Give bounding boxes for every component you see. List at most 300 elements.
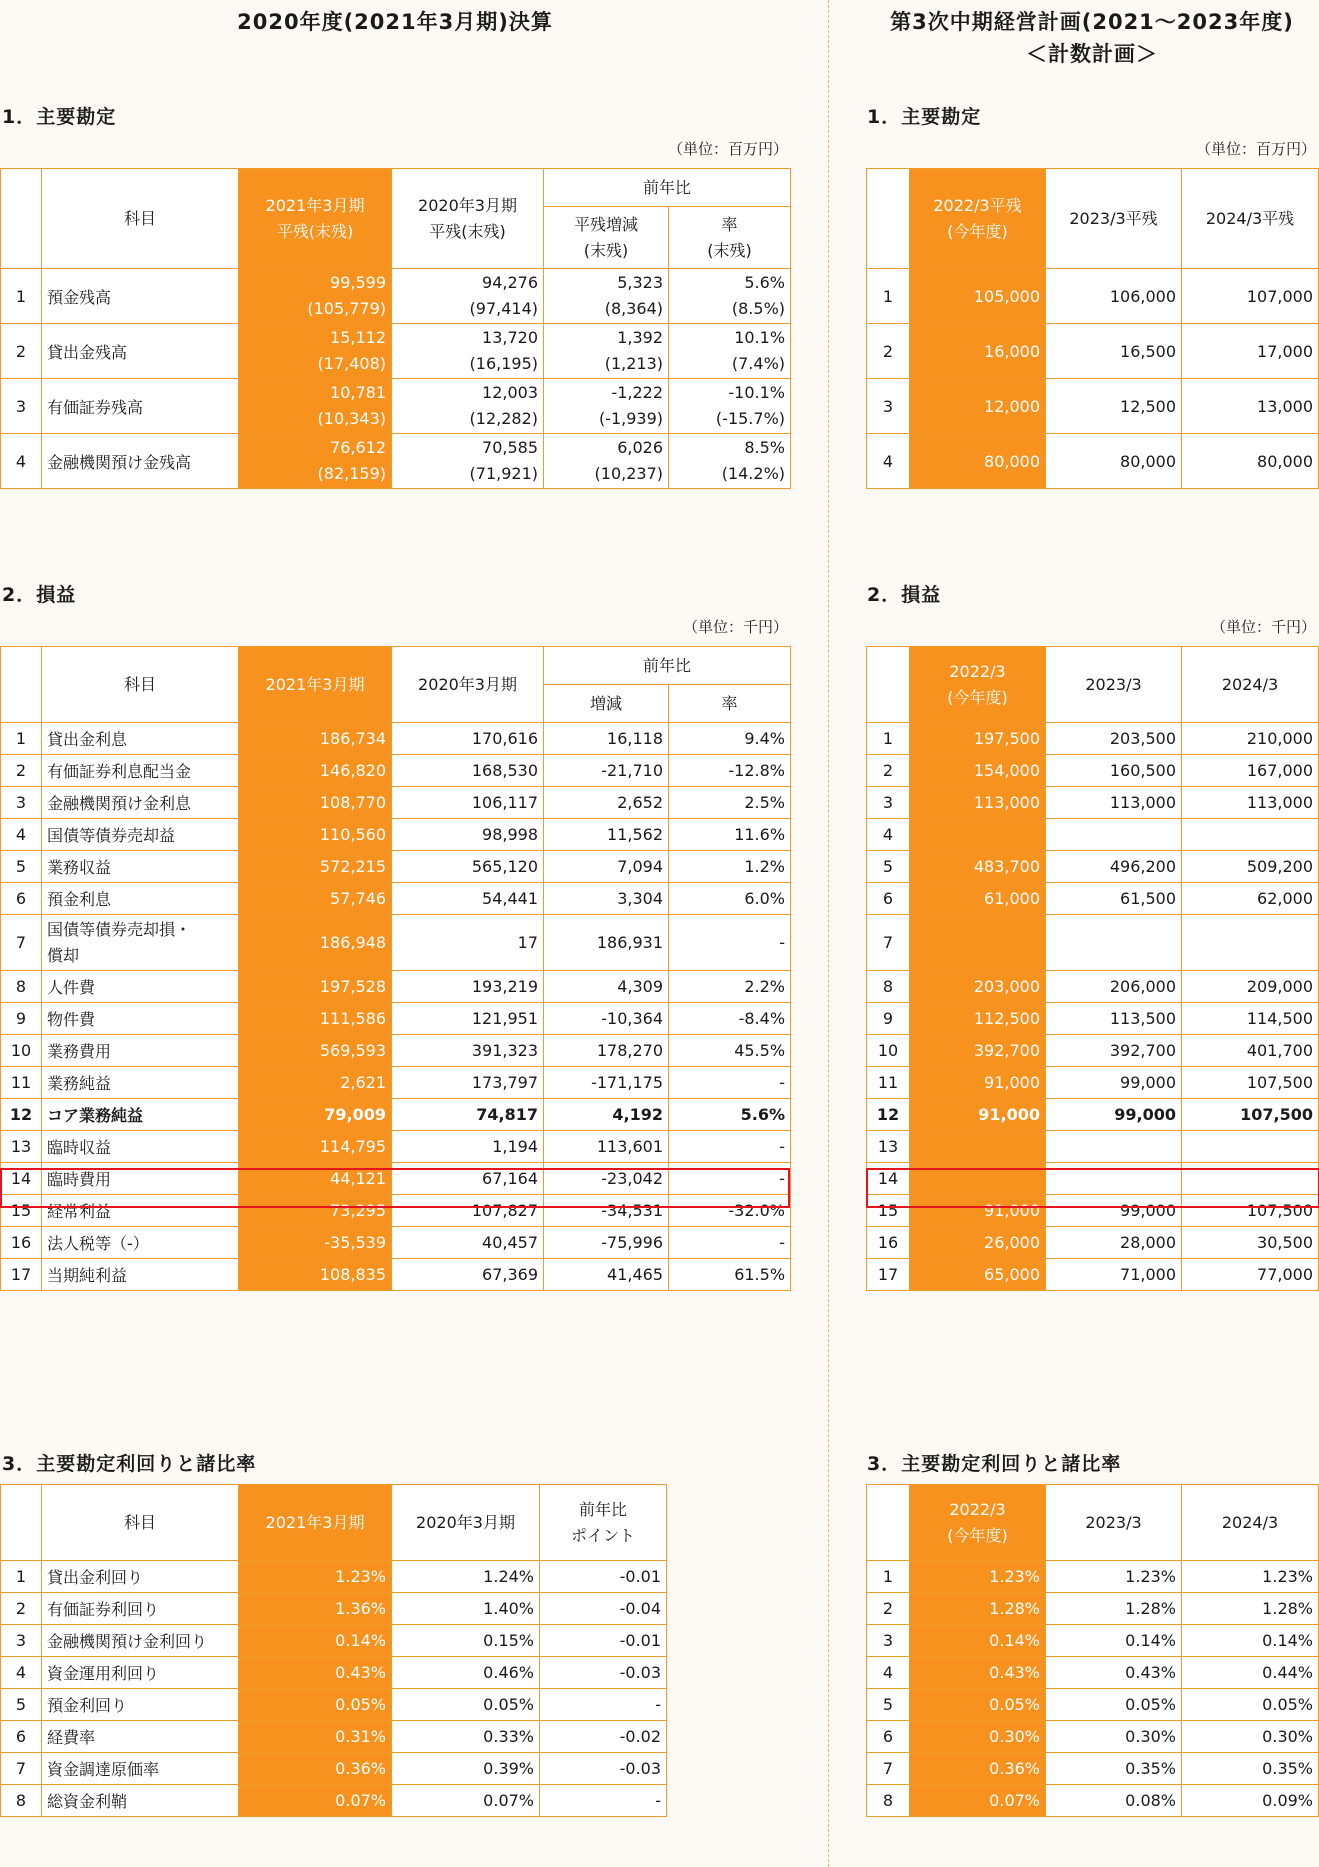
row-number: 3: [1, 379, 42, 434]
current-value: 108,770: [239, 787, 392, 819]
table-row: [867, 1625, 1319, 1657]
plan-current-value: 61,000: [910, 883, 1046, 915]
plan-2024-value: 0.44%: [1182, 1657, 1319, 1689]
row-label: 預金利回り: [42, 1689, 239, 1721]
table-row: [867, 883, 1319, 915]
plan-2023-value: 0.08%: [1046, 1785, 1182, 1817]
table-row: [867, 819, 1319, 851]
row-number: 4: [1, 819, 42, 851]
row-label: 業務費用: [42, 1035, 239, 1067]
plan-current-value: 1.23%: [910, 1561, 1046, 1593]
current-value: 1.23%: [239, 1561, 392, 1593]
plan-2023-value: 12,500: [1046, 379, 1182, 434]
row-label: 臨時費用: [42, 1163, 239, 1195]
row-label: 物件費: [42, 1003, 239, 1035]
plan-current-value: 0.43%: [910, 1657, 1046, 1689]
hdr-rate: 率: [669, 685, 791, 723]
rate-value: -: [669, 1163, 791, 1195]
change-value: -171,175: [544, 1067, 669, 1099]
left-ratio-table: [0, 1484, 667, 1817]
plan-2024-value: 401,700: [1182, 1035, 1319, 1067]
plan-current-value: 16,000: [910, 324, 1046, 379]
current-value: 146,820: [239, 755, 392, 787]
current-value: 108,835: [239, 1259, 392, 1291]
change-value: -34,531: [544, 1195, 669, 1227]
row-label: 人件費: [42, 971, 239, 1003]
row-number: 13: [867, 1131, 910, 1163]
row-number: 4: [1, 434, 42, 489]
table-row: [867, 787, 1319, 819]
current-value: 572,215: [239, 851, 392, 883]
plan-2024-value: 167,000: [1182, 755, 1319, 787]
row-label: 貸出金利回り: [42, 1561, 239, 1593]
row-label: 法人税等（-）: [42, 1227, 239, 1259]
row-number: 1: [1, 723, 42, 755]
plan-current-value: 0.05%: [910, 1689, 1046, 1721]
plan-current-value: [910, 1163, 1046, 1195]
table-row: [867, 1785, 1319, 1817]
table-row: [867, 1099, 1319, 1131]
plan-2023-value: [1046, 819, 1182, 851]
row-number: 17: [867, 1259, 910, 1291]
row-number: 2: [1, 1593, 42, 1625]
table-row: [1, 723, 791, 755]
rate-value: 5.6%: [669, 1099, 791, 1131]
rate-value: 1.2%: [669, 851, 791, 883]
plan-current-value: 112,500: [910, 1003, 1046, 1035]
table-row: [867, 915, 1319, 971]
hdr-plan-2024: 2024/3平残: [1182, 169, 1319, 269]
rate-value: 6.0%: [669, 883, 791, 915]
table-row: [867, 1195, 1319, 1227]
prev-value: 98,998: [392, 819, 544, 851]
row-number: 2: [1, 324, 42, 379]
plan-current-value: 91,000: [910, 1195, 1046, 1227]
rate-value: -10.1% (-15.7%): [669, 379, 791, 434]
hdr-current-year: 2021年3月期 平残(末残): [239, 169, 392, 269]
prev-value: 1.24%: [392, 1561, 540, 1593]
hdr-kamoku: 科目: [42, 647, 239, 723]
table-row: [1, 1561, 667, 1593]
table-row: [1, 1259, 791, 1291]
row-number: 6: [867, 883, 910, 915]
plan-2023-value: 1.28%: [1046, 1593, 1182, 1625]
table-row: [867, 971, 1319, 1003]
table-row: [867, 1259, 1319, 1291]
change-value: -21,710: [544, 755, 669, 787]
hdr-kamoku: 科目: [42, 169, 239, 269]
plan-2023-value: 392,700: [1046, 1035, 1182, 1067]
hdr-plan-current: 2022/3 (今年度): [910, 1485, 1046, 1561]
left-s2-heading: 2．損益: [2, 584, 77, 606]
plan-2023-value: 99,000: [1046, 1067, 1182, 1099]
plan-2023-value: 1.23%: [1046, 1561, 1182, 1593]
change-value: 186,931: [544, 915, 669, 971]
plan-2023-value: 28,000: [1046, 1227, 1182, 1259]
row-number: 4: [867, 819, 910, 851]
plan-current-value: 203,000: [910, 971, 1046, 1003]
plan-2024-value: 62,000: [1182, 883, 1319, 915]
row-label: 預金利息: [42, 883, 239, 915]
row-number: 3: [1, 787, 42, 819]
prev-value: 17: [392, 915, 544, 971]
rate-value: 2.5%: [669, 787, 791, 819]
row-label: 金融機関預け金利回り: [42, 1625, 239, 1657]
table-row: [867, 1561, 1319, 1593]
rate-value: -: [669, 1227, 791, 1259]
rate-value: -: [669, 1067, 791, 1099]
row-number: 7: [1, 1753, 42, 1785]
row-number: 13: [1, 1131, 42, 1163]
row-number: 1: [867, 269, 910, 324]
table-row: [867, 1657, 1319, 1689]
current-value: 114,795: [239, 1131, 392, 1163]
row-label: 貸出金残高: [42, 324, 239, 379]
row-number: 5: [867, 851, 910, 883]
row-label: 有価証券利回り: [42, 1593, 239, 1625]
plan-2023-value: 0.05%: [1046, 1689, 1182, 1721]
plan-2024-value: [1182, 1131, 1319, 1163]
row-number: 4: [867, 1657, 910, 1689]
row-label: 業務純益: [42, 1067, 239, 1099]
row-number: 8: [867, 1785, 910, 1817]
hdr-current-year: 2021年3月期: [239, 647, 392, 723]
prev-value: 193,219: [392, 971, 544, 1003]
row-label: 国債等債券売却益: [42, 819, 239, 851]
plan-2023-value: 206,000: [1046, 971, 1182, 1003]
row-label: 貸出金利息: [42, 723, 239, 755]
plan-2023-value: 203,500: [1046, 723, 1182, 755]
row-number: 15: [867, 1195, 910, 1227]
plan-current-value: 12,000: [910, 379, 1046, 434]
row-number: 16: [1, 1227, 42, 1259]
row-number: 8: [867, 971, 910, 1003]
plan-current-value: 483,700: [910, 851, 1046, 883]
hdr-blank: [1, 1485, 42, 1561]
hdr-change: 増減: [544, 685, 669, 723]
table-row: [867, 1067, 1319, 1099]
rate-value: 10.1% (7.4%): [669, 324, 791, 379]
table-row: [1, 851, 791, 883]
row-number: 4: [867, 434, 910, 489]
current-value: 79,009: [239, 1099, 392, 1131]
prev-value: 94,276 (97,414): [392, 269, 544, 324]
hdr-blank: [867, 169, 910, 269]
table-row: [867, 723, 1319, 755]
current-value: 99,599 (105,779): [239, 269, 392, 324]
change-value: -1,222 (-1,939): [544, 379, 669, 434]
plan-2024-value: 0.35%: [1182, 1753, 1319, 1785]
yoy-points-value: -: [540, 1689, 667, 1721]
yoy-points-value: -: [540, 1785, 667, 1817]
current-value: 110,560: [239, 819, 392, 851]
current-value: 2,621: [239, 1067, 392, 1099]
plan-2024-value: 13,000: [1182, 379, 1319, 434]
rate-value: 5.6% (8.5%): [669, 269, 791, 324]
table-row: [1, 1753, 667, 1785]
plan-2024-value: 77,000: [1182, 1259, 1319, 1291]
hdr-plan-2023: 2023/3: [1046, 647, 1182, 723]
current-value: 10,781 (10,343): [239, 379, 392, 434]
current-value: 186,948: [239, 915, 392, 971]
plan-current-value: [910, 819, 1046, 851]
row-label: 当期純利益: [42, 1259, 239, 1291]
rate-value: -: [669, 1131, 791, 1163]
table-row: [867, 1035, 1319, 1067]
current-value: 57,746: [239, 883, 392, 915]
left-title: 2020年度(2021年3月期)決算: [237, 10, 553, 34]
left-main-accounts-table: [0, 168, 791, 489]
plan-2023-value: 113,000: [1046, 787, 1182, 819]
plan-2024-value: 114,500: [1182, 1003, 1319, 1035]
hdr-blank: [867, 1485, 910, 1561]
table-row: [867, 1721, 1319, 1753]
hdr-prev-year: 2020年3月期: [392, 1485, 540, 1561]
row-number: 17: [1, 1259, 42, 1291]
plan-2024-value: 107,000: [1182, 269, 1319, 324]
rate-value: 45.5%: [669, 1035, 791, 1067]
prev-value: 40,457: [392, 1227, 544, 1259]
plan-current-value: 0.30%: [910, 1721, 1046, 1753]
right-title-line2: ＜計数計画＞: [1026, 42, 1158, 66]
prev-value: 565,120: [392, 851, 544, 883]
right-s2-heading: 2．損益: [867, 584, 942, 606]
right-title: [866, 6, 1318, 70]
row-number: 11: [1, 1067, 42, 1099]
hdr-kamoku: 科目: [42, 1485, 239, 1561]
row-label: 業務収益: [42, 851, 239, 883]
prev-value: 0.46%: [392, 1657, 540, 1689]
change-value: 4,309: [544, 971, 669, 1003]
row-number: 5: [1, 1689, 42, 1721]
table-row: [1, 269, 791, 324]
table-row: [867, 1163, 1319, 1195]
current-value: 569,593: [239, 1035, 392, 1067]
right-s1-unit: （単位：百万円）: [1195, 140, 1316, 158]
current-value: 0.05%: [239, 1689, 392, 1721]
rate-value: -: [669, 915, 791, 971]
row-number: 1: [867, 1561, 910, 1593]
rate-value: 8.5% (14.2%): [669, 434, 791, 489]
plan-2024-value: 107,500: [1182, 1067, 1319, 1099]
plan-2024-value: 0.30%: [1182, 1721, 1319, 1753]
rate-value: 11.6%: [669, 819, 791, 851]
prev-value: 121,951: [392, 1003, 544, 1035]
row-number: 1: [1, 269, 42, 324]
current-value: 44,121: [239, 1163, 392, 1195]
yoy-points-value: -0.03: [540, 1753, 667, 1785]
row-number: 6: [1, 1721, 42, 1753]
plan-2024-value: [1182, 915, 1319, 971]
table-row: [867, 1689, 1319, 1721]
hdr-plan-2024: 2024/3: [1182, 647, 1319, 723]
hdr-yoy-points: 前年比 ポイント: [540, 1485, 667, 1561]
hdr-blank: [867, 647, 910, 723]
yoy-points-value: -0.02: [540, 1721, 667, 1753]
plan-2024-value: 209,000: [1182, 971, 1319, 1003]
rate-value: -12.8%: [669, 755, 791, 787]
current-value: 186,734: [239, 723, 392, 755]
plan-current-value: 154,000: [910, 755, 1046, 787]
hdr-plan-2024: 2024/3: [1182, 1485, 1319, 1561]
hdr-prev-year: 2020年3月期 平残(末残): [392, 169, 544, 269]
row-number: 14: [1, 1163, 42, 1195]
table-row: [1, 819, 791, 851]
rate-value: 61.5%: [669, 1259, 791, 1291]
row-number: 1: [1, 1561, 42, 1593]
rate-value: -32.0%: [669, 1195, 791, 1227]
table-row: [1, 1593, 667, 1625]
prev-value: 173,797: [392, 1067, 544, 1099]
hdr-change: 平残増減 (末残): [544, 207, 669, 269]
plan-2023-value: 0.30%: [1046, 1721, 1182, 1753]
current-value: 0.43%: [239, 1657, 392, 1689]
row-number: 7: [867, 915, 910, 971]
change-value: 11,562: [544, 819, 669, 851]
table-row: [1, 1099, 791, 1131]
plan-2024-value: 1.23%: [1182, 1561, 1319, 1593]
plan-2023-value: 0.43%: [1046, 1657, 1182, 1689]
table-row: [867, 434, 1319, 489]
change-value: 4,192: [544, 1099, 669, 1131]
left-pl-table: [0, 646, 791, 1291]
plan-2024-value: 17,000: [1182, 324, 1319, 379]
row-number: 7: [867, 1753, 910, 1785]
hdr-plan-current: 2022/3 (今年度): [910, 647, 1046, 723]
row-number: 2: [1, 755, 42, 787]
left-s1-unit: （単位：百万円）: [667, 140, 788, 158]
left-s3-heading: 3．主要勘定利回りと諸比率: [2, 1453, 257, 1475]
yoy-points-value: -0.04: [540, 1593, 667, 1625]
table-row: [1, 883, 791, 915]
table-row: [867, 1003, 1319, 1035]
rate-value: 9.4%: [669, 723, 791, 755]
table-row: [1, 1163, 791, 1195]
right-pl-table: [866, 646, 1319, 1291]
plan-2023-value: [1046, 1131, 1182, 1163]
prev-value: 1.40%: [392, 1593, 540, 1625]
row-number: 6: [867, 1721, 910, 1753]
table-row: [867, 269, 1319, 324]
hdr-prev-year: 2020年3月期: [392, 647, 544, 723]
plan-2023-value: 16,500: [1046, 324, 1182, 379]
yoy-points-value: -0.01: [540, 1625, 667, 1657]
prev-value: 1,194: [392, 1131, 544, 1163]
table-row: [1, 1721, 667, 1753]
plan-current-value: 80,000: [910, 434, 1046, 489]
plan-2024-value: [1182, 1163, 1319, 1195]
row-number: 12: [1, 1099, 42, 1131]
hdr-plan-2023: 2023/3: [1046, 1485, 1182, 1561]
plan-current-value: [910, 915, 1046, 971]
row-number: 3: [867, 787, 910, 819]
plan-current-value: 113,000: [910, 787, 1046, 819]
current-value: 73,295: [239, 1195, 392, 1227]
change-value: 1,392 (1,213): [544, 324, 669, 379]
change-value: -10,364: [544, 1003, 669, 1035]
table-row: [1, 379, 791, 434]
table-row: [1, 434, 791, 489]
row-number: 10: [867, 1035, 910, 1067]
row-number: 4: [1, 1657, 42, 1689]
right-main-accounts-table: [866, 168, 1319, 489]
row-number: 1: [867, 723, 910, 755]
prev-value: 170,616: [392, 723, 544, 755]
row-label: 経常利益: [42, 1195, 239, 1227]
table-row: [1, 1657, 667, 1689]
prev-value: 74,817: [392, 1099, 544, 1131]
left-s2-unit: （単位：千円）: [682, 618, 788, 636]
yoy-points-value: -0.01: [540, 1561, 667, 1593]
plan-current-value: 65,000: [910, 1259, 1046, 1291]
row-number: 9: [1, 1003, 42, 1035]
table-row: [1, 1003, 791, 1035]
row-number: 3: [1, 1625, 42, 1657]
plan-2024-value: 80,000: [1182, 434, 1319, 489]
prev-value: 107,827: [392, 1195, 544, 1227]
table-row: [1, 1227, 791, 1259]
row-label: 国債等債券売却損・ 償却: [42, 915, 239, 971]
table-row: [867, 1753, 1319, 1785]
plan-2024-value: [1182, 819, 1319, 851]
plan-2023-value: 113,500: [1046, 1003, 1182, 1035]
hdr-rate: 率 (末残): [669, 207, 791, 269]
current-value: 111,586: [239, 1003, 392, 1035]
prev-value: 67,164: [392, 1163, 544, 1195]
current-value: -35,539: [239, 1227, 392, 1259]
prev-value: 54,441: [392, 883, 544, 915]
plan-2023-value: 160,500: [1046, 755, 1182, 787]
row-label: 金融機関預け金利息: [42, 787, 239, 819]
change-value: 41,465: [544, 1259, 669, 1291]
right-s1-heading: 1．主要勘定: [867, 106, 982, 128]
row-label: 預金残高: [42, 269, 239, 324]
right-title-line1: 第3次中期経営計画(2021～2023年度): [890, 10, 1294, 34]
prev-value: 13,720 (16,195): [392, 324, 544, 379]
current-value: 0.07%: [239, 1785, 392, 1817]
plan-2024-value: 107,500: [1182, 1195, 1319, 1227]
prev-value: 0.05%: [392, 1689, 540, 1721]
change-value: -75,996: [544, 1227, 669, 1259]
row-number: 8: [1, 1785, 42, 1817]
row-number: 9: [867, 1003, 910, 1035]
table-row: [1, 1195, 791, 1227]
change-value: 178,270: [544, 1035, 669, 1067]
plan-2024-value: 113,000: [1182, 787, 1319, 819]
plan-2023-value: 0.14%: [1046, 1625, 1182, 1657]
plan-2023-value: [1046, 1163, 1182, 1195]
table-row: [1, 1785, 667, 1817]
change-value: 3,304: [544, 883, 669, 915]
prev-value: 12,003 (12,282): [392, 379, 544, 434]
prev-value: 0.07%: [392, 1785, 540, 1817]
plan-current-value: 91,000: [910, 1099, 1046, 1131]
prev-value: 391,323: [392, 1035, 544, 1067]
plan-2024-value: 210,000: [1182, 723, 1319, 755]
change-value: 16,118: [544, 723, 669, 755]
change-value: 113,601: [544, 1131, 669, 1163]
plan-2023-value: 0.35%: [1046, 1753, 1182, 1785]
right-s3-heading: 3．主要勘定利回りと諸比率: [867, 1453, 1122, 1475]
row-number: 11: [867, 1067, 910, 1099]
prev-value: 70,585 (71,921): [392, 434, 544, 489]
prev-value: 0.15%: [392, 1625, 540, 1657]
change-value: 5,323 (8,364): [544, 269, 669, 324]
change-value: 6,026 (10,237): [544, 434, 669, 489]
table-row: [1, 1625, 667, 1657]
table-row: [867, 851, 1319, 883]
plan-2024-value: 509,200: [1182, 851, 1319, 883]
